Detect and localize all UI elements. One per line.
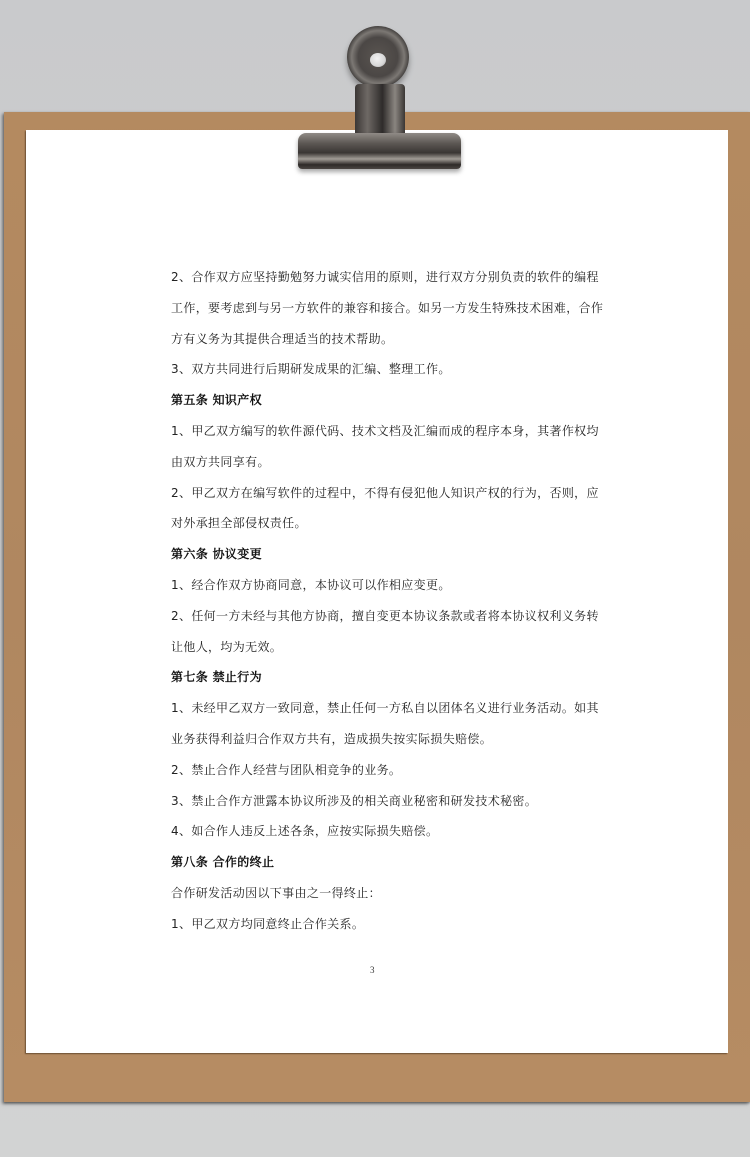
paragraph-line: 2、禁止合作人经营与团队相竞争的业务。 bbox=[171, 762, 402, 777]
paragraph-line: 4、如合作人违反上述各条，应按实际损失赔偿。 bbox=[171, 824, 439, 839]
binder-clip-hole bbox=[370, 53, 386, 67]
paragraph-line: 1、未经甲乙双方一致同意，禁止任何一方私自以团体名义进行业务活动。如其 bbox=[171, 701, 599, 716]
paragraph-line: 对外承担全部侵权责任。 bbox=[171, 516, 307, 531]
binder-clip-neck bbox=[355, 84, 405, 136]
paragraph-line: 让他人，均为无效。 bbox=[171, 639, 283, 654]
page-number: 3 bbox=[370, 965, 375, 975]
paragraph-line: 合作研发活动因以下事由之一得终止： bbox=[171, 885, 381, 900]
paragraph-line: 业务获得利益归合作双方共有，造成损失按实际损失赔偿。 bbox=[171, 731, 493, 746]
paragraph-line: 1、经合作双方协商同意，本协议可以作相应变更。 bbox=[171, 577, 451, 592]
section-heading-article-7: 第七条 禁止行为 bbox=[171, 670, 262, 685]
section-heading-article-6: 第六条 协议变更 bbox=[171, 547, 262, 562]
paragraph-line: 2、合作双方应坚持勤勉努力诚实信用的原则，进行双方分别负责的软件的编程 bbox=[171, 270, 599, 284]
paragraph-line: 3、禁止合作方泄露本协议所涉及的相关商业秘密和研发技术秘密。 bbox=[171, 793, 538, 808]
paragraph-line: 3、双方共同进行后期研发成果的汇编、整理工作。 bbox=[171, 362, 451, 377]
paragraph-line: 2、任何一方未经与其他方协商，擅自变更本协议条款或者将本协议权利义务转 bbox=[171, 608, 599, 623]
paragraph-line: 1、甲乙双方编写的软件源代码、技术文档及汇编而成的程序本身，其著作权均 bbox=[171, 423, 599, 438]
paragraph-line: 1、甲乙双方均同意终止合作关系。 bbox=[171, 916, 365, 931]
paragraph-line: 由双方共同享有。 bbox=[171, 454, 270, 469]
paragraph-line: 工作，要考虑到与另一方软件的兼容和接合。如另一方发生特殊技术困难，合作 bbox=[171, 300, 604, 315]
paragraph-line: 方有义务为其提供合理适当的技术帮助。 bbox=[171, 331, 394, 346]
document-body bbox=[171, 268, 604, 946]
section-heading-article-5: 第五条 知识产权 bbox=[171, 393, 262, 408]
section-heading-article-8: 第八条 合作的终止 bbox=[171, 855, 275, 870]
paragraph-line: 2、甲乙双方在编写软件的过程中，不得有侵犯他人知识产权的行为，否则，应 bbox=[171, 485, 599, 500]
binder-clip-icon bbox=[298, 133, 461, 169]
